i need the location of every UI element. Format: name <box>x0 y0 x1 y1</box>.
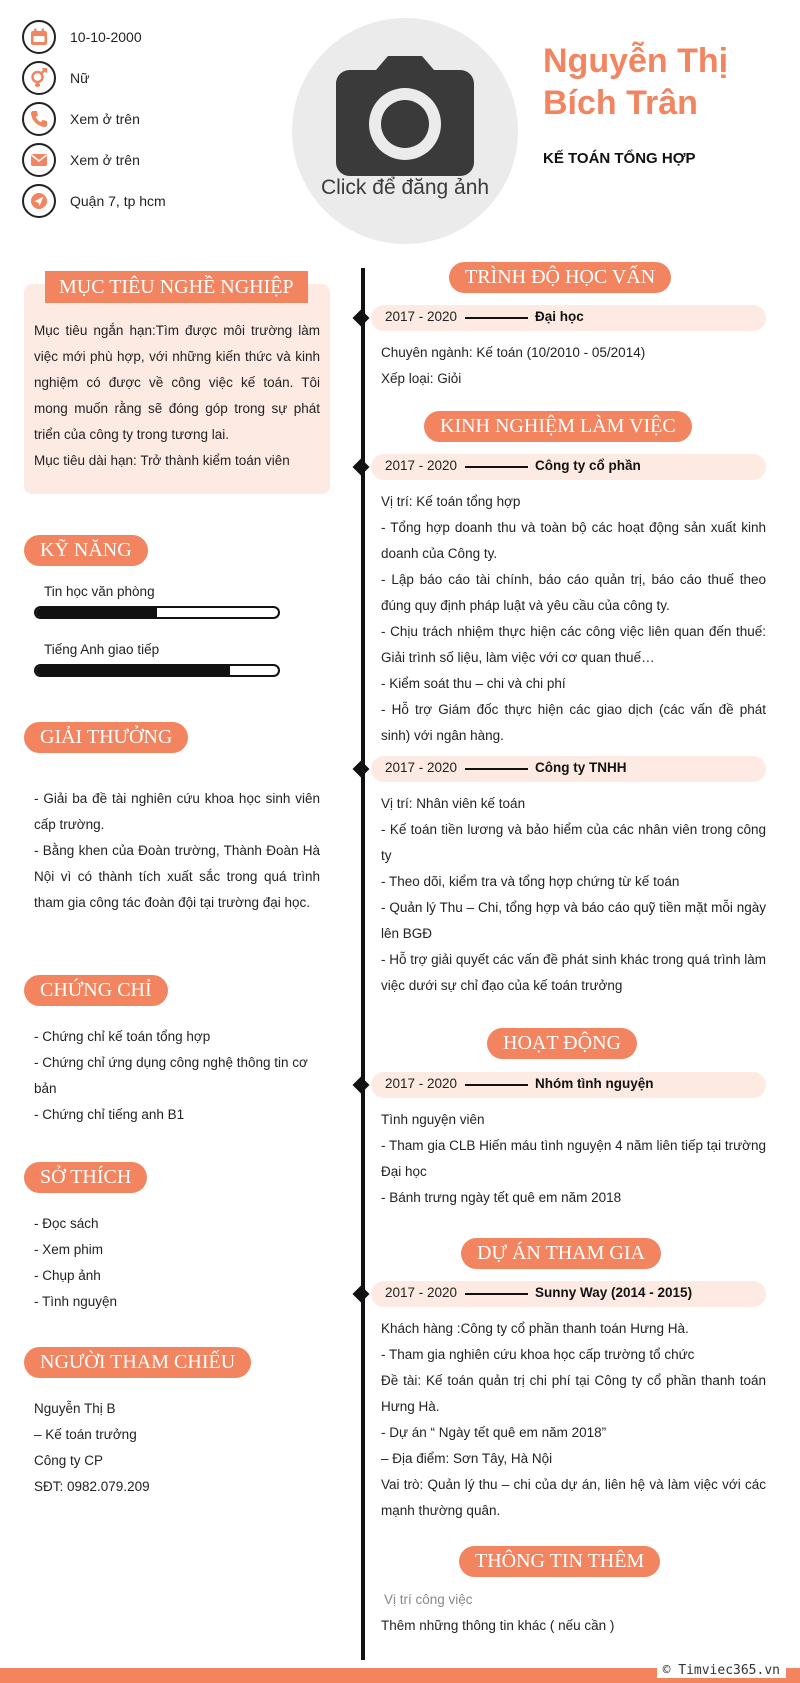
timeline-date[interactable]: 2017 - 2020 <box>385 1076 458 1091</box>
project-line: – Địa điểm: Sơn Tây, Hà Nội <box>381 1451 553 1466</box>
name-line-2: Bích Trân <box>543 84 698 122</box>
extra-text[interactable]: Thêm những thông tin khác ( nếu cần ) <box>381 1618 615 1633</box>
skill-fill-office <box>36 608 157 617</box>
reference-position: – Kế toán trưởng <box>34 1427 137 1442</box>
avatar-upload[interactable] <box>292 18 518 244</box>
award-item: - Bằng khen của Đoàn trường, Thành Đoàn Hà Nội vì có thành tích xuất sắc trong quá trình tham gia công tác đoàn đội tại trường đại học. <box>34 843 320 910</box>
education-entry <box>355 305 766 331</box>
project-line: - Tham gia nghiên cứu khoa học cấp trường tổ chức <box>381 1347 695 1362</box>
camera-icon <box>336 56 474 176</box>
timeline-marker <box>353 1286 370 1303</box>
contact-gender <box>22 61 282 95</box>
project-line: Đề tài: Kế toán quản trị chi phí tại Công ty cổ phần thanh toán Hưng Hà. <box>381 1373 766 1414</box>
location-icon <box>22 184 56 218</box>
email-text[interactable]: Xem ở trên <box>70 152 140 168</box>
project-line: Vai trò: Quản lý thu – chi của dự án, liên hệ và làm việc với các mạnh thường quân. <box>381 1477 766 1518</box>
timeline-connector <box>465 1084 528 1086</box>
hobby-item: - Xem phim <box>34 1242 104 1257</box>
address-text[interactable]: Quận 7, tp hcm <box>70 193 166 209</box>
experience-text-2[interactable] <box>381 791 766 999</box>
calendar-icon <box>22 20 56 54</box>
objective-text[interactable] <box>34 318 320 474</box>
hobbies-text[interactable] <box>34 1211 314 1315</box>
experience-text-1[interactable] <box>381 489 766 749</box>
objective-short-term: Mục tiêu ngắn hạn:Tìm được môi trường làm việc mới phù hợp, với những kiến thức và kinh nghiệm có được về công việc kế toán. Tôi mong muốn rằng sẽ đóng góp trong sự phát triển của công ty trong tương lai. <box>34 323 320 442</box>
certificates-title: CHỨNG CHỈ <box>24 975 168 1006</box>
contact-address <box>22 184 282 218</box>
experience-line: - Lập báo cáo tài chính, báo cáo quản trị, báo cáo thuế theo đúng quy định pháp luật và yêu cầu của công ty. <box>381 572 766 613</box>
experience-line: Vị trí: Kế toán tổng hợp <box>381 494 521 509</box>
hobby-item: - Chụp ảnh <box>34 1268 101 1283</box>
reference-name: Nguyễn Thị B <box>34 1401 116 1416</box>
email-icon <box>22 143 56 177</box>
timeline-marker <box>353 761 370 778</box>
candidate-name[interactable] <box>543 40 793 124</box>
skills-title: KỸ NĂNG <box>24 535 148 566</box>
footer-credit: © Timviec365.vn <box>657 1663 786 1678</box>
timeline-org[interactable]: Công ty cổ phần <box>535 458 641 473</box>
skill-bar-office[interactable] <box>34 606 280 619</box>
experience-line: - Hỗ trợ giải quyết các vấn đề phát sinh khác trong quá trình làm việc dưới sự chỉ đạo của kế toán trưởng <box>381 952 766 993</box>
timeline-org[interactable]: Đại học <box>535 309 584 324</box>
education-text[interactable] <box>381 340 766 392</box>
projects-text[interactable] <box>381 1316 766 1524</box>
hobby-item: - Tình nguyện <box>34 1294 118 1309</box>
contact-birthday <box>22 20 282 54</box>
experience-entry-2 <box>355 756 766 782</box>
objective-long-term: Mục tiêu dài hạn: Trở thành kiểm toán viên <box>34 453 290 468</box>
extra-placeholder[interactable]: Vị trí công việc <box>384 1592 473 1607</box>
activity-line: - Tham gia CLB Hiến máu tình nguyện 4 năm liên tiếp tại trường Đại học <box>381 1138 766 1179</box>
education-major: Chuyên ngành: Kế toán (10/2010 - 05/2014) <box>381 345 646 360</box>
birthday-text[interactable]: 10-10-2000 <box>70 29 142 45</box>
experience-entry-1 <box>355 454 766 480</box>
experience-line: - Kiểm soát thu – chi và chi phí <box>381 676 566 691</box>
contact-list <box>22 20 282 225</box>
timeline-org[interactable]: Công ty TNHH <box>535 760 627 775</box>
project-line: - Dự án “ Ngày tết quê em năm 2018” <box>381 1425 607 1440</box>
timeline-connector <box>465 317 528 319</box>
award-item: - Giải ba đề tài nghiên cứu khoa học sinh viên cấp trường. <box>34 791 320 832</box>
phone-text[interactable]: Xem ở trên <box>70 111 140 127</box>
phone-icon <box>22 102 56 136</box>
hobbies-title: SỞ THÍCH <box>24 1162 147 1193</box>
experience-line: - Kế toán tiền lương và bảo hiểm của các nhân viên trong công ty <box>381 822 766 863</box>
activity-line: - Bánh trưng ngày tết quê em năm 2018 <box>381 1190 622 1205</box>
experience-title: KINH NGHIỆM LÀM VIỆC <box>424 411 692 442</box>
timeline-org[interactable]: Sunny Way (2014 - 2015) <box>535 1285 693 1300</box>
timeline-marker <box>353 459 370 476</box>
reference-company: Công ty CP <box>34 1453 104 1468</box>
experience-line: - Quản lý Thu – Chi, tổng hợp và báo cáo quỹ tiền mặt mỗi ngày lên BGĐ <box>381 900 766 941</box>
awards-text[interactable] <box>34 786 320 916</box>
experience-line: - Theo dõi, kiểm tra và tổng hợp chứng từ kế toán <box>381 874 680 889</box>
timeline-org[interactable]: Nhóm tình nguyện <box>535 1076 654 1091</box>
certificates-text[interactable] <box>34 1024 324 1128</box>
photo-caption: Click để đăng ảnh <box>320 176 490 199</box>
certificate-item: - Chứng chỉ kế toán tổng hợp <box>34 1029 211 1044</box>
job-title[interactable]: KẾ TOÁN TỔNG HỢP <box>543 150 696 167</box>
awards-title: GIẢI THƯỞNG <box>24 722 188 753</box>
experience-line: - Hỗ trợ Giám đốc thực hiện các giao dịch (các vấn đề phát sinh) với ngân hàng. <box>381 702 766 743</box>
activities-title: HOẠT ĐỘNG <box>487 1028 637 1059</box>
activities-text[interactable] <box>381 1107 766 1211</box>
timeline-date[interactable]: 2017 - 2020 <box>385 1285 458 1300</box>
projects-entry <box>355 1281 766 1307</box>
gender-text[interactable]: Nữ <box>70 70 90 86</box>
activities-entry <box>355 1072 766 1098</box>
timeline-date[interactable]: 2017 - 2020 <box>385 458 458 473</box>
timeline-connector <box>465 768 528 770</box>
contact-phone <box>22 102 282 136</box>
education-title: TRÌNH ĐỘ HỌC VẤN <box>449 262 671 293</box>
references-text[interactable] <box>34 1396 314 1500</box>
activity-line: Tình nguyện viên <box>381 1112 485 1127</box>
timeline-date[interactable]: 2017 - 2020 <box>385 309 458 324</box>
education-grade: Xếp loại: Giỏi <box>381 371 462 386</box>
gender-icon <box>22 61 56 95</box>
extra-title: THÔNG TIN THÊM <box>459 1546 660 1577</box>
experience-line: - Tổng hợp doanh thu và toàn bộ các hoạt động sản xuất kinh doanh của Công ty. <box>381 520 766 561</box>
skill-label-english[interactable]: Tiếng Anh giao tiếp <box>44 642 160 657</box>
projects-title: DỰ ÁN THAM GIA <box>461 1238 661 1269</box>
timeline-connector <box>465 1293 528 1295</box>
timeline-date[interactable]: 2017 - 2020 <box>385 760 458 775</box>
project-line: Khách hàng :Công ty cổ phần thanh toán Hưng Hà. <box>381 1321 689 1336</box>
timeline-connector <box>465 466 528 468</box>
experience-line: Vị trí: Nhân viên kế toán <box>381 796 526 811</box>
reference-phone: SĐT: 0982.079.209 <box>34 1479 150 1494</box>
skill-label-office[interactable]: Tin học văn phòng <box>44 584 155 599</box>
name-line-1: Nguyễn Thị <box>543 42 729 80</box>
timeline-marker <box>353 1077 370 1094</box>
timeline-marker <box>353 310 370 327</box>
references-title: NGƯỜI THAM CHIẾU <box>24 1347 251 1378</box>
hobby-item: - Đọc sách <box>34 1216 99 1231</box>
contact-email <box>22 143 282 177</box>
skill-bar-english[interactable] <box>34 664 280 677</box>
certificate-item: - Chứng chỉ ứng dụng công nghệ thông tin cơ bản <box>34 1055 308 1096</box>
skill-fill-english <box>36 666 230 675</box>
objective-title: MỤC TIÊU NGHỀ NGHIỆP <box>45 271 308 303</box>
experience-line: - Chịu trách nhiệm thực hiện các công việc liên quan đến thuế: Giải trình số liệu, làm việc với cơ quan thuế… <box>381 624 766 665</box>
certificate-item: - Chứng chỉ tiếng anh B1 <box>34 1107 185 1122</box>
